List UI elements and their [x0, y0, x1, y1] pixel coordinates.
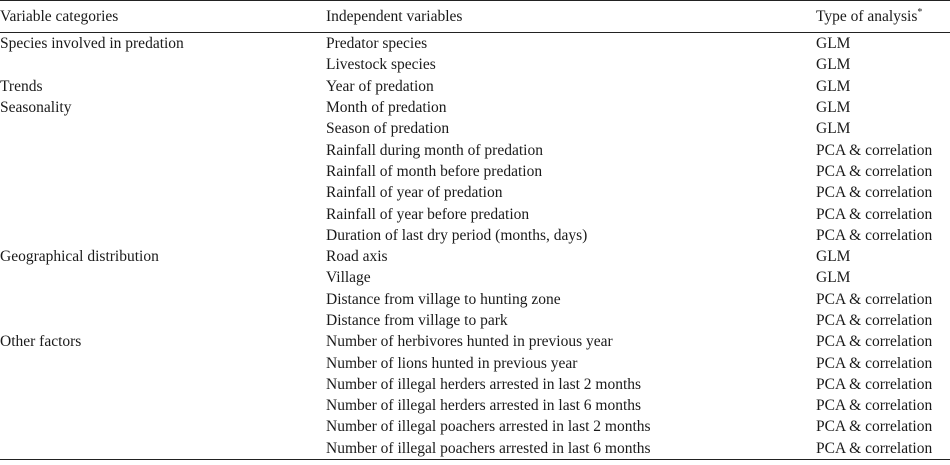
- analysis-cell: PCA & correlation: [816, 375, 933, 393]
- analysis-cell: GLM: [816, 269, 851, 287]
- table-row: [0, 118, 950, 139]
- variable-cell: Rainfall of year before predation: [326, 205, 530, 223]
- analysis-cell: PCA & correlation: [816, 290, 933, 308]
- table-row: [0, 33, 950, 55]
- analysis-cell: GLM: [816, 248, 851, 266]
- variable-cell: Duration of last dry period (months, days): [326, 226, 588, 244]
- variable-cell: Number of lions hunted in previous year: [326, 354, 578, 372]
- variable-cell: Road axis: [326, 248, 388, 266]
- variable-cell: Year of predation: [326, 77, 434, 95]
- category-cell: [0, 438, 326, 460]
- category-cell: [0, 118, 326, 139]
- analysis-cell: GLM: [816, 120, 851, 138]
- variable-cell: Number of illegal poachers arrested in last 2 months: [326, 418, 651, 436]
- analysis-cell: PCA & correlation: [816, 184, 933, 202]
- table-row: [0, 267, 950, 288]
- analysis-cell: PCA & correlation: [816, 354, 933, 372]
- category-cell: Other factors: [0, 333, 82, 351]
- category-cell: [0, 374, 326, 395]
- category-cell: Species involved in predation: [0, 35, 184, 53]
- analysis-cell: PCA & correlation: [816, 312, 933, 329]
- variable-cell: Number of illegal poachers arrested in last 6 months: [326, 438, 816, 460]
- analysis-cell: GLM: [816, 77, 851, 95]
- variable-cell: Number of illegal herders arrested in last 6 months: [326, 397, 642, 415]
- category-cell: [0, 203, 326, 224]
- table-row: [0, 246, 950, 267]
- category-cell: [0, 289, 326, 310]
- variable-cell: Livestock species: [326, 56, 436, 74]
- table-row: [0, 225, 950, 246]
- analysis-cell: PCA & correlation: [816, 141, 933, 159]
- category-cell: [0, 54, 326, 75]
- variable-cell: Month of predation: [326, 99, 447, 117]
- category-cell: [0, 225, 326, 246]
- table-header: [0, 1, 950, 33]
- variable-cell: Number of herbivores hunted in previous year: [326, 333, 613, 351]
- category-cell: Geographical distribution: [0, 248, 159, 266]
- variable-cell: Rainfall of year of predation: [326, 184, 503, 202]
- variable-cell: Season of predation: [326, 120, 450, 138]
- header-type-of-analysis-label: Type of analysis: [816, 7, 918, 25]
- analysis-cell: PCA & correlation: [816, 226, 933, 244]
- analysis-cell: PCA & correlation: [816, 205, 933, 223]
- category-cell: [0, 416, 326, 437]
- table-row: [0, 54, 950, 75]
- category-cell: Seasonality: [0, 99, 72, 117]
- variable-cell: Distance from village to hunting zone: [326, 290, 561, 308]
- table-row: [0, 374, 950, 395]
- category-cell: [0, 310, 326, 331]
- category-cell: [0, 395, 326, 416]
- header-variable-categories: Variable categories: [0, 1, 326, 33]
- table-row: [0, 331, 950, 352]
- table-row: [0, 203, 950, 224]
- table-row: [0, 97, 950, 118]
- header-independent-variables: Independent variables: [326, 1, 816, 33]
- table-row: [0, 139, 950, 160]
- variable-cell: Predator species: [326, 35, 428, 53]
- table-row: [0, 352, 950, 373]
- table-row: [0, 161, 950, 182]
- analysis-cell: PCA & correlation: [816, 333, 933, 351]
- variable-cell: Rainfall of month before predation: [326, 162, 543, 180]
- variable-cell: Rainfall during month of predation: [326, 141, 543, 159]
- category-cell: [0, 139, 326, 160]
- analysis-cell: PCA & correlation: [816, 438, 950, 460]
- analysis-cell: GLM: [816, 56, 851, 74]
- category-cell: [0, 161, 326, 182]
- table-row: [0, 438, 950, 460]
- category-cell: [0, 182, 326, 203]
- analysis-cell: PCA & correlation: [816, 162, 933, 180]
- table-body: [0, 33, 950, 460]
- category-cell: [0, 267, 326, 288]
- category-cell: Trends: [0, 77, 43, 95]
- variable-cell: Village: [326, 269, 371, 287]
- analysis-cell: PCA & correlation: [816, 397, 933, 415]
- analysis-cell: GLM: [816, 99, 851, 117]
- analysis-cell: GLM: [816, 35, 851, 53]
- table-row: [0, 289, 950, 310]
- variable-cell: Distance from village to park: [326, 312, 508, 329]
- variable-cell: Number of illegal herders arrested in last 2 months: [326, 375, 642, 393]
- header-type-of-analysis: [816, 1, 950, 33]
- category-cell: [0, 352, 326, 373]
- table-row: [0, 76, 950, 97]
- footnote-mark: *: [917, 6, 923, 18]
- header-row: [0, 1, 950, 33]
- table-row: [0, 395, 950, 416]
- analysis-cell: PCA & correlation: [816, 418, 933, 436]
- table-row: [0, 416, 950, 437]
- table-row: [0, 182, 950, 203]
- table-row: [0, 310, 950, 331]
